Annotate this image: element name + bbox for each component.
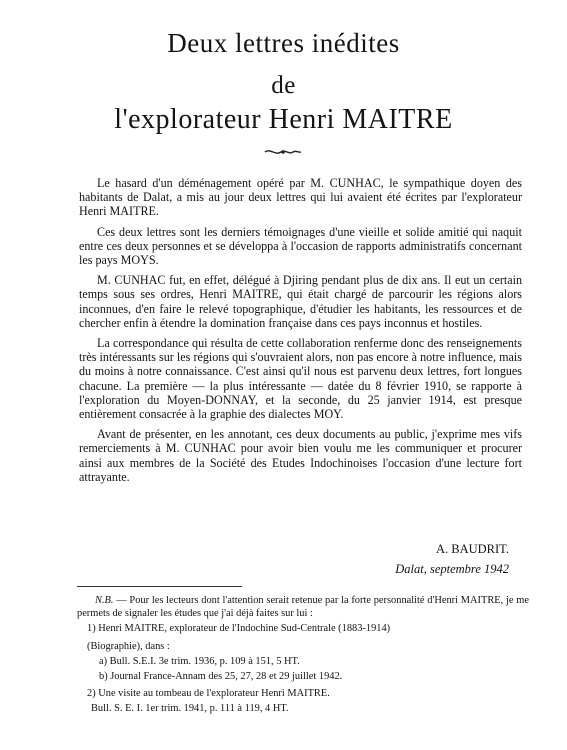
signature-place-date: Dalat, septembre 1942 <box>395 562 509 576</box>
title-line-3: l'explorateur Henri MAITRE <box>114 104 453 135</box>
paragraph-3: M. CUNHAC fut, en effet, délégué à Djiring pendant plus de dix ans. Il eut un certain temps sous ses ordres, Henri MAITRE, qui était chargé de parcourir les régions alors inconnues, d'en faire le relevé topographique, d'étudier les habitants, les ressources et de chercher enfin à étendre la domination française dans ces pays inconnus et hostiles. <box>79 273 522 330</box>
paragraph-5: Avant de présenter, en les annotant, ces deux documents au public, j'exprime mes vifs remerciements à M. CUNHAC pour avoir bien voulu me les communiquer et procurer ainsi aux membres de la Société des Etudes Indochinoises l'occasion d'une lecture fort attrayante. <box>79 427 522 484</box>
title-line-2: de <box>271 72 296 99</box>
footnote-item-a: a) Bull. S.E.I. 3e trim. 1936, p. 109 à 151, 5 HT. <box>99 655 300 667</box>
nb-text: — Pour les lecteurs dont l'attention serait retenue par la forte personnalité d'Henri MAITRE, je me permets de signaler les études que j'ai déjà faites sur lui : <box>77 595 529 620</box>
nb-label: N.B. <box>95 595 114 606</box>
title-line-1: Deux lettres inédites <box>167 28 400 58</box>
paragraph-2: Ces deux lettres sont les derniers témoignages d'une vieille et solide amitié qui naquit entre ces deux personnes et se développa à l'occasion de rapports administratifs concernant les pays MOYS. <box>79 224 522 268</box>
paragraph-1: Le hasard d'un déménagement opéré par M. CUNHAC, le sympathique doyen des habitants de Dalat, a mis au jour deux lettres qui lui avaient été écrites par l'explorateur Henri MAITRE. <box>79 176 522 219</box>
footnote-item-2: 2) Une visite au tombeau de l'explorateur Henri MAITRE. <box>87 688 330 700</box>
footnote-item-2-ref: Bull. S. E. I. 1er trim. 1941, p. 111 à 119, 4 HT. <box>91 703 289 715</box>
paragraph-4: La correspondance qui résulta de cette collaboration renferme donc des renseignements très intéressants sur les régions qui s'ouvraient alors, non pas encore à notre influence, mais du moins à notre connaissance. C'est ainsi qu'il nous est parvenu deux lettres, fort longues chacune. La première — la plus intéressante — datée du 8 février 1910, se rapporte à l'exploration du Moyen-DONNAY, et la seconde, du 25 janvier 1914, est presque entièrement consacrée à la graphie des dialectes MOY. <box>79 336 522 422</box>
footnote-item-b: b) Journal France-Annam des 25, 27, 28 et 29 juillet 1942. <box>99 671 343 683</box>
footnotes <box>77 594 529 718</box>
footnote-item-1: 1) Henri MAITRE, explorateur de l'Indochine Sud-Centrale (1883-1914) <box>87 623 391 635</box>
body-text <box>79 176 522 490</box>
author-signature: A. BAUDRIT. <box>435 542 509 556</box>
footnote-nb <box>77 594 529 620</box>
footnote-biography: (Biographie), dans : <box>87 640 170 652</box>
ornament-icon <box>263 147 303 157</box>
footnote-divider <box>77 586 242 587</box>
